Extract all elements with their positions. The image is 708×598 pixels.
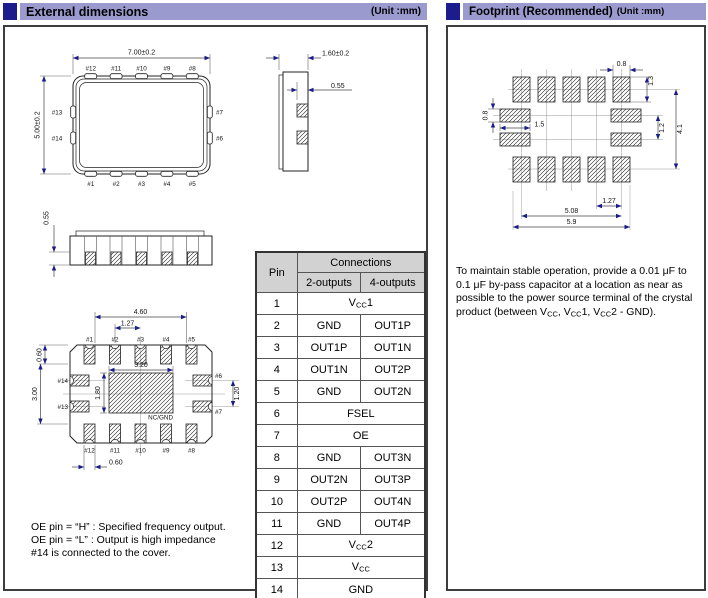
conn-4outputs: OUT3P (361, 469, 425, 491)
pin-label: #3 (137, 181, 146, 188)
dim-pad-height (44, 211, 71, 277)
conn-both: VCC (297, 557, 425, 579)
section-title: External dimensions (26, 4, 149, 19)
header-accent-square (3, 3, 17, 20)
dim-label: 1.20 (234, 386, 241, 401)
pin-label: #5 (187, 336, 196, 344)
col-header-connections: Connections (297, 252, 425, 273)
pin-connections-table (255, 251, 426, 598)
pin-label: #12 (85, 65, 96, 73)
footprint-header (446, 3, 706, 20)
col-header-4outputs: 4-outputs (361, 273, 425, 293)
pin-label: #1 (85, 336, 94, 344)
note-line: #14 is connected to the cover. (31, 547, 171, 559)
pin-label: #5 (188, 181, 196, 188)
castellation-tabs (71, 74, 213, 177)
table-row (256, 579, 425, 598)
table-row (256, 513, 425, 535)
pin-number: 8 (256, 447, 297, 469)
dim-label: 5.08 (564, 208, 579, 215)
dim-label: 1.2 (659, 123, 666, 133)
dim-label: 7.00±0.2 (127, 49, 156, 57)
dim-label: 5.00±0.2 (34, 111, 42, 139)
pin-number: 14 (256, 579, 297, 598)
conn-both: FSEL (297, 403, 425, 425)
pin-label: #10 (135, 447, 146, 455)
dim-label: 3.20 (134, 362, 148, 369)
conn-2outputs: GND (297, 447, 361, 469)
pin-label: #13 (51, 109, 63, 117)
conn-4outputs: OUT2N (361, 381, 425, 403)
pin-label: #2 (111, 336, 119, 344)
pin-number: 1 (256, 293, 297, 315)
dim-label: 1.5 (534, 121, 545, 129)
header-accent-square (446, 3, 460, 20)
table-row (256, 359, 425, 381)
conn-both: GND (297, 579, 425, 598)
table-row (256, 293, 425, 315)
conn-2outputs: OUT1N (297, 359, 361, 381)
pin-label: #3 (136, 336, 145, 344)
dim-label: 1.60±0.2 (322, 50, 350, 58)
dim-label: 1.80 (95, 386, 102, 400)
center-pad-label: NC/GND (148, 414, 173, 422)
front-outline (70, 231, 212, 265)
pin-label: #1 (87, 181, 95, 188)
package-top-view-drawing (27, 38, 262, 208)
conn-2outputs: OUT2N (297, 469, 361, 491)
dim-label: 4.60 (133, 309, 148, 316)
dim-col-span (522, 208, 622, 216)
package-side-view-drawing (255, 38, 415, 178)
pin-label: #9 (162, 447, 170, 455)
dim-pad-length (630, 76, 655, 102)
conn-2outputs: GND (297, 513, 361, 535)
pin-label: #2 (112, 181, 120, 188)
table-row (256, 557, 425, 579)
conn-4outputs: OUT1N (361, 337, 425, 359)
note-line: OE pin = “H” : Specified frequency output. (31, 521, 226, 533)
table-row (256, 381, 425, 403)
table-row (256, 491, 425, 513)
table-row (256, 337, 425, 359)
pin-label: #14 (57, 378, 68, 385)
footprint-box (446, 25, 706, 591)
conn-4outputs: OUT2P (361, 359, 425, 381)
note-line: OE pin = “L” : Output is high impedance (31, 534, 216, 546)
package-outline (71, 74, 213, 177)
pin-labels (52, 66, 224, 189)
conn-2outputs: OUT2P (297, 491, 361, 513)
table-row (256, 315, 425, 337)
dim-label: 0.55 (43, 211, 51, 225)
footprint-drawing (448, 39, 704, 244)
dim-label: 1.3 (648, 76, 655, 86)
dim-pad-length (37, 345, 69, 364)
dim-label: 3.00 (32, 387, 39, 401)
pin-label: #10 (136, 65, 147, 73)
footprint-pads (500, 77, 641, 182)
conn-both: VCC2 (297, 535, 425, 557)
pin-number: 11 (256, 513, 297, 535)
header-bar (20, 3, 427, 20)
dim-label: 1.27 (602, 198, 616, 205)
table-row (256, 469, 425, 491)
pin-number: 3 (256, 337, 297, 359)
pin-number: 9 (256, 469, 297, 491)
conn-4outputs: OUT3N (361, 447, 425, 469)
pin-label: #13 (57, 404, 68, 411)
dim-label: 0.55 (331, 83, 345, 90)
dim-thickness (266, 51, 349, 71)
center-ground-pad (109, 373, 173, 413)
col-header-pin: Pin (256, 252, 297, 293)
dim-label: 0.8 (616, 61, 627, 68)
dim-side-pitch (658, 116, 666, 140)
unit-label: (Unit :mm) (371, 6, 421, 17)
conn-2outputs: GND (297, 315, 361, 337)
table-row (256, 403, 425, 425)
pin-label: #11 (109, 447, 121, 455)
col-header-2outputs: 2-outputs (297, 273, 361, 293)
dim-label: 0.60 (36, 348, 44, 362)
dim-row-span (676, 90, 684, 170)
dim-label: 5.9 (566, 219, 577, 226)
bypass-capacitor-note: To maintain stable operation, provide a 0.01 μF to 0.1 μF by-pass capacitor at a location as near as possible to the power source terminal of the crystal product (between VCC, VCC1, VCC2 - GND). (456, 265, 693, 318)
dim-label: 4.1 (677, 124, 684, 134)
pin-number: 7 (256, 425, 297, 447)
pin-label: #7 (215, 409, 223, 416)
section-title: Footprint (Recommended) (469, 5, 613, 18)
dim-label: 0.8 (482, 110, 490, 121)
table-row (256, 425, 425, 447)
conn-both: OE (297, 425, 425, 447)
dim-center-pad-height (95, 373, 107, 413)
table-row (256, 447, 425, 469)
pin-label: #11 (111, 65, 122, 73)
pin-label: #7 (216, 109, 224, 117)
side-outline (279, 72, 308, 171)
dim-width (513, 219, 630, 227)
pin-label: #8 (188, 65, 196, 73)
oe-notes (31, 521, 261, 560)
unit-label: (Unit :mm) (616, 6, 665, 17)
pin-label: #6 (215, 373, 223, 380)
pin-number: 12 (256, 535, 297, 557)
dim-label: 1.27 (120, 320, 135, 328)
pin-label: #6 (216, 135, 224, 143)
pin-number: 2 (256, 315, 297, 337)
dim-side-pitch (233, 381, 241, 407)
dim-label: 0.60 (109, 459, 123, 467)
dim-height (35, 76, 72, 174)
external-dimensions-header (3, 3, 427, 20)
conn-2outputs: GND (297, 381, 361, 403)
pin-label: #12 (84, 447, 95, 455)
dim-pitch (597, 198, 622, 206)
pin-label: #4 (163, 181, 171, 188)
pin-label: #9 (163, 65, 171, 73)
pin-label: #14 (51, 135, 63, 143)
pin-number: 13 (256, 557, 297, 579)
table-row (256, 535, 425, 557)
pin-number: 5 (256, 381, 297, 403)
dim-side-pad-width (500, 122, 544, 132)
pin-label: #8 (187, 447, 196, 455)
dim-pad-depth (287, 82, 352, 100)
dim-inner-height (32, 364, 68, 424)
pin-number: 6 (256, 403, 297, 425)
pin-label: #4 (162, 336, 170, 344)
pin-number: 4 (256, 359, 297, 381)
package-bottom-view-drawing (27, 286, 262, 481)
conn-4outputs: OUT4P (361, 513, 425, 535)
pin-number: 10 (256, 491, 297, 513)
external-dimensions-box (3, 25, 428, 596)
package-front-view-drawing (27, 203, 247, 283)
conn-4outputs: OUT1P (361, 315, 425, 337)
header-bar (463, 3, 706, 20)
conn-both: VCC1 (297, 293, 425, 315)
conn-2outputs: OUT1P (297, 337, 361, 359)
conn-4outputs: OUT4N (361, 491, 425, 513)
